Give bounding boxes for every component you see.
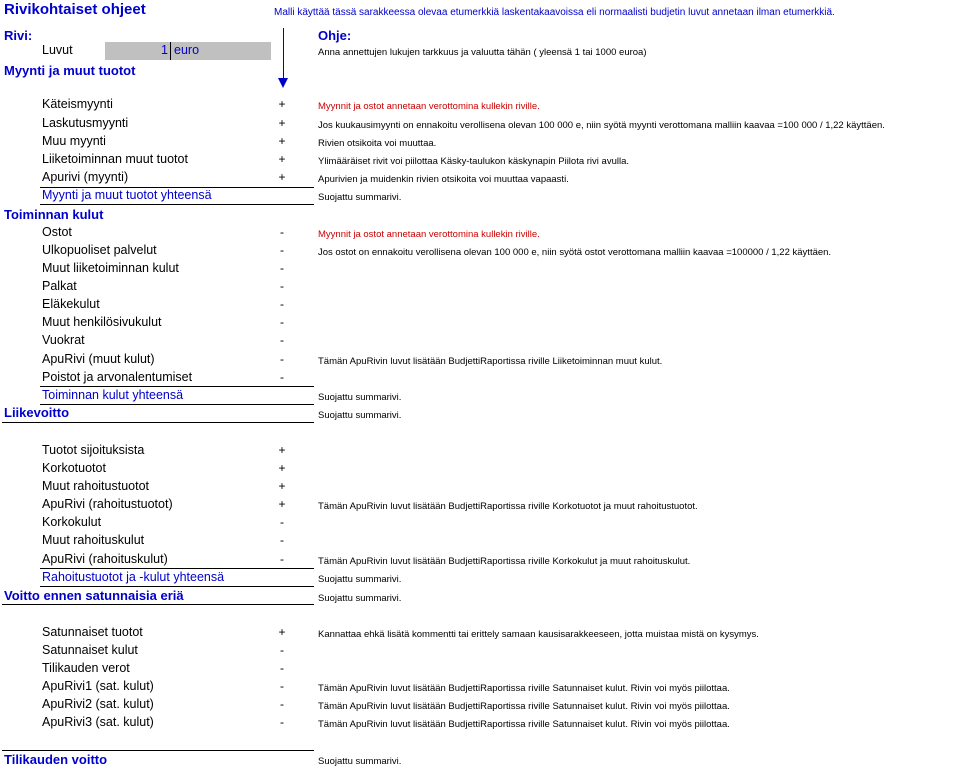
- cell-cursor: [170, 42, 171, 60]
- row-help: Suojattu summarivi.: [318, 392, 402, 403]
- header-rivi: Rivi:: [4, 28, 33, 43]
- row-sign: +: [278, 170, 286, 184]
- row-sign: -: [280, 297, 284, 311]
- row-sign: -: [280, 715, 284, 729]
- row-label[interactable]: Satunnaiset kulut: [42, 643, 138, 657]
- row-label[interactable]: Eläkekulut: [42, 297, 100, 311]
- row-help: Tämän ApuRivin luvut lisätään BudjettiRaportissa riville Liiketoiminnan muut kulut.: [318, 356, 663, 367]
- row-divider: [40, 386, 314, 387]
- luvut-value[interactable]: 1: [161, 43, 168, 57]
- row-label[interactable]: Vuokrat: [42, 333, 85, 347]
- row-sign: -: [280, 333, 284, 347]
- row-sign: -: [280, 243, 284, 257]
- row-help: Suojattu summarivi.: [318, 574, 402, 585]
- row-sign: -: [280, 352, 284, 366]
- row-sign: +: [278, 461, 286, 475]
- section-liikevoitto: Liikevoitto: [4, 405, 70, 420]
- luvut-unit[interactable]: euro: [174, 43, 200, 57]
- sign-column-note: Malli käyttää tässä sarakkeessa olevaa etumerkkiä laskentakaavoissa eli normaalisti budjetin luvut annetaan ilman etumerkkiä.: [274, 7, 835, 18]
- row-sign: +: [278, 497, 286, 511]
- row-sign: -: [280, 225, 284, 239]
- row-help: Suojattu summarivi.: [318, 192, 402, 203]
- row-sign: +: [278, 152, 286, 166]
- row-sign: +: [278, 625, 286, 639]
- row-sign: -: [280, 515, 284, 529]
- arrow-head-icon: [278, 78, 288, 88]
- row-label[interactable]: Ulkopuoliset palvelut: [42, 243, 157, 257]
- row-label[interactable]: ApuRivi3 (sat. kulut): [42, 715, 154, 729]
- row-help: Ylimääräiset rivit voi piilottaa Käsky-taulukon käskynapin Piilota rivi avulla.: [318, 156, 629, 167]
- section-myynti: Myynti ja muut tuotot: [4, 63, 136, 78]
- section-toiminnan-kulut: Toiminnan kulut: [4, 207, 104, 222]
- row-sign: +: [278, 97, 286, 111]
- row-label[interactable]: Liiketoiminnan muut tuotot: [42, 152, 188, 166]
- row-label[interactable]: ApuRivi (rahoitustuotot): [42, 497, 173, 511]
- row-divider: [2, 750, 314, 751]
- sum-row-label: Myynti ja muut tuotot yhteensä: [42, 188, 212, 202]
- section-voitto-ennen: Voitto ennen satunnaisia eriä: [4, 588, 184, 603]
- row-sign: -: [280, 279, 284, 293]
- row-help: Tämän ApuRivin luvut lisätään BudjettiRaportissa riville Satunnaiset kulut. Rivin voi myös piilottaa.: [318, 683, 730, 694]
- row-help: Myynnit ja ostot annetaan verottomina kullekin riville.: [318, 101, 540, 112]
- row-label[interactable]: ApuRivi (rahoituskulut): [42, 552, 168, 566]
- row-label[interactable]: Muut rahoitustuotot: [42, 479, 150, 493]
- row-sign: -: [280, 661, 284, 675]
- row-divider: [40, 568, 314, 569]
- row-help: Apurivien ja muidenkin rivien otsikoita voi muuttaa vapaasti.: [318, 174, 569, 185]
- row-sign: -: [280, 679, 284, 693]
- row-help: Tämän ApuRivin luvut lisätään BudjettiRaportissa riville Korkotuotot ja muut rahoitustuotot.: [318, 501, 698, 512]
- row-label[interactable]: Laskutusmyynti: [42, 116, 129, 130]
- section-tilikauden-voitto: Tilikauden voitto: [4, 752, 108, 767]
- row-sign: -: [280, 643, 284, 657]
- row-sign: -: [280, 370, 284, 384]
- row-label[interactable]: Muut henkilösivukulut: [42, 315, 162, 329]
- row-sign: -: [280, 261, 284, 275]
- page-title: Rivikohtaiset ohjeet: [4, 1, 146, 18]
- row-help: Suojattu summarivi.: [318, 756, 402, 767]
- row-divider: [2, 422, 314, 423]
- row-label[interactable]: Korkokulut: [42, 515, 102, 529]
- row-help: Myynnit ja ostot annetaan verottomina kullekin riville.: [318, 229, 540, 240]
- row-sign: +: [278, 116, 286, 130]
- row-sign: +: [278, 443, 286, 457]
- row-label[interactable]: Satunnaiset tuotot: [42, 625, 143, 639]
- sum-row-label: Rahoitustuotot ja -kulut yhteensä: [42, 570, 225, 584]
- row-divider: [40, 204, 314, 205]
- arrow-down-icon: [283, 28, 284, 80]
- header-ohje: Ohje:: [318, 28, 352, 43]
- row-help: Rivien otsikoita voi muuttaa.: [318, 138, 437, 149]
- row-help: Tämän ApuRivin luvut lisätään BudjettiRaportissa riville Satunnaiset kulut. Rivin voi myös piilottaa.: [318, 701, 730, 712]
- row-label[interactable]: Tuotot sijoituksista: [42, 443, 145, 457]
- row-label[interactable]: ApuRivi2 (sat. kulut): [42, 697, 154, 711]
- row-label[interactable]: Poistot ja arvonalentumiset: [42, 370, 193, 384]
- row-sign: -: [280, 552, 284, 566]
- row-sign: -: [280, 315, 284, 329]
- row-help: Jos kuukausimyynti on ennakoitu verollisena olevan 100 000 e, niin syötä myynti verottomana malliin kaavaa =100 000 / 1,22 käyttäen.: [318, 120, 885, 131]
- row-label[interactable]: Korkotuotot: [42, 461, 106, 475]
- row-sign: +: [278, 479, 286, 493]
- row-help: Jos ostot on ennakoitu verollisena olevan 100 000 e, niin syötä ostot verottomana malliin kaavaa =100000 / 1,22 käyttäen.: [318, 247, 832, 258]
- row-sign: +: [278, 134, 286, 148]
- row-help: Tämän ApuRivin luvut lisätään BudjettiRaportissa riville Satunnaiset kulut. Rivin voi myös piilottaa.: [318, 719, 730, 730]
- luvut-help: Anna annettujen lukujen tarkkuus ja valuutta tähän ( yleensä 1 tai 1000 euroa): [318, 47, 647, 58]
- row-divider: [40, 404, 314, 405]
- row-label[interactable]: ApuRivi1 (sat. kulut): [42, 679, 154, 693]
- row-label[interactable]: Muut liiketoiminnan kulut: [42, 261, 179, 275]
- row-sign: -: [280, 533, 284, 547]
- row-label[interactable]: Apurivi (myynti): [42, 170, 129, 184]
- row-help: Suojattu summarivi.: [318, 410, 402, 421]
- sum-row-label: Toiminnan kulut yhteensä: [42, 388, 184, 402]
- row-divider: [40, 586, 314, 587]
- row-label[interactable]: Muut rahoituskulut: [42, 533, 145, 547]
- row-help: Kannattaa ehkä lisätä kommentti tai erittely samaan kausisarakkeeseen, jotta muistaa mistä on kysymys.: [318, 629, 759, 640]
- row-help: Suojattu summarivi.: [318, 593, 402, 604]
- row-label[interactable]: ApuRivi (muut kulut): [42, 352, 155, 366]
- row-label[interactable]: Palkat: [42, 279, 77, 293]
- row-help: Tämän ApuRivin luvut lisätään BudjettiRaportissa riville Korkokulut ja muut rahoituskulut.: [318, 556, 691, 567]
- row-divider: [2, 604, 314, 605]
- luvut-label: Luvut: [42, 43, 73, 57]
- row-label[interactable]: Ostot: [42, 225, 72, 239]
- row-label[interactable]: Tilikauden verot: [42, 661, 130, 675]
- row-label[interactable]: Muu myynti: [42, 134, 106, 148]
- row-sign: -: [280, 697, 284, 711]
- row-label[interactable]: Käteismyynti: [42, 97, 113, 111]
